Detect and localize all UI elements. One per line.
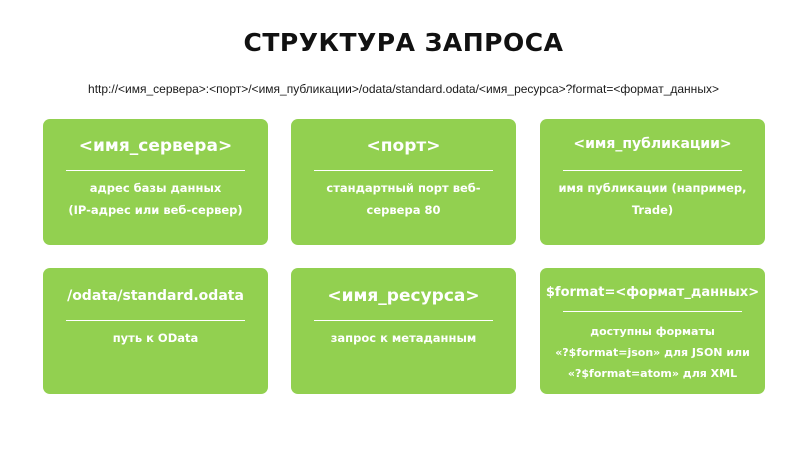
card-description — [301, 327, 506, 349]
card-heading: /odata/standard.odata — [67, 288, 244, 304]
card-description — [301, 177, 506, 221]
card-description — [550, 321, 755, 384]
card-description-line: стандартный порт веб- — [326, 181, 481, 195]
card-description-line: имя публикации (например, — [558, 181, 747, 195]
card-divider — [563, 311, 742, 312]
card-description-line: доступны форматы — [590, 325, 715, 338]
card-description — [53, 177, 258, 221]
card-divider — [314, 320, 493, 321]
url-template: http://<имя_сервера>:<порт>/<имя_публикации>/odata/standard.odata/<имя_ресурса>?format=<формат_данных> — [88, 82, 719, 96]
card-description-line: Trade) — [631, 203, 674, 217]
card-heading: <имя_сервера> — [78, 136, 233, 156]
card-description-line: «?$format=json» для JSON или — [555, 346, 750, 359]
card-divider — [66, 170, 245, 171]
card-publication-name — [540, 119, 765, 245]
card-heading: <имя_ресурса> — [327, 286, 480, 306]
card-port — [291, 119, 516, 245]
card-divider — [66, 320, 245, 321]
card-resource-name — [291, 268, 516, 394]
page-title: СТРУКТУРА ЗАПРОСА — [243, 28, 564, 57]
card-heading: <имя_публикации> — [573, 136, 732, 152]
card-divider — [314, 170, 493, 171]
card-heading: $format=<формат_данных> — [545, 285, 760, 300]
card-description-line: сервера 80 — [366, 203, 441, 217]
card-odata-path — [43, 268, 268, 394]
card-description-line: (IP-адрес или веб-сервер) — [68, 203, 243, 217]
card-format — [540, 268, 765, 394]
card-description — [53, 327, 258, 349]
card-description-line: путь к OData — [112, 331, 199, 345]
card-heading: <порт> — [366, 136, 441, 156]
card-description-line: запрос к метаданным — [330, 331, 477, 345]
card-description-line: адрес базы данных — [89, 181, 222, 195]
card-divider — [563, 170, 742, 171]
card-description — [550, 177, 755, 221]
card-description-line: «?$format=atom» для XML — [567, 367, 738, 380]
card-server-name — [43, 119, 268, 245]
